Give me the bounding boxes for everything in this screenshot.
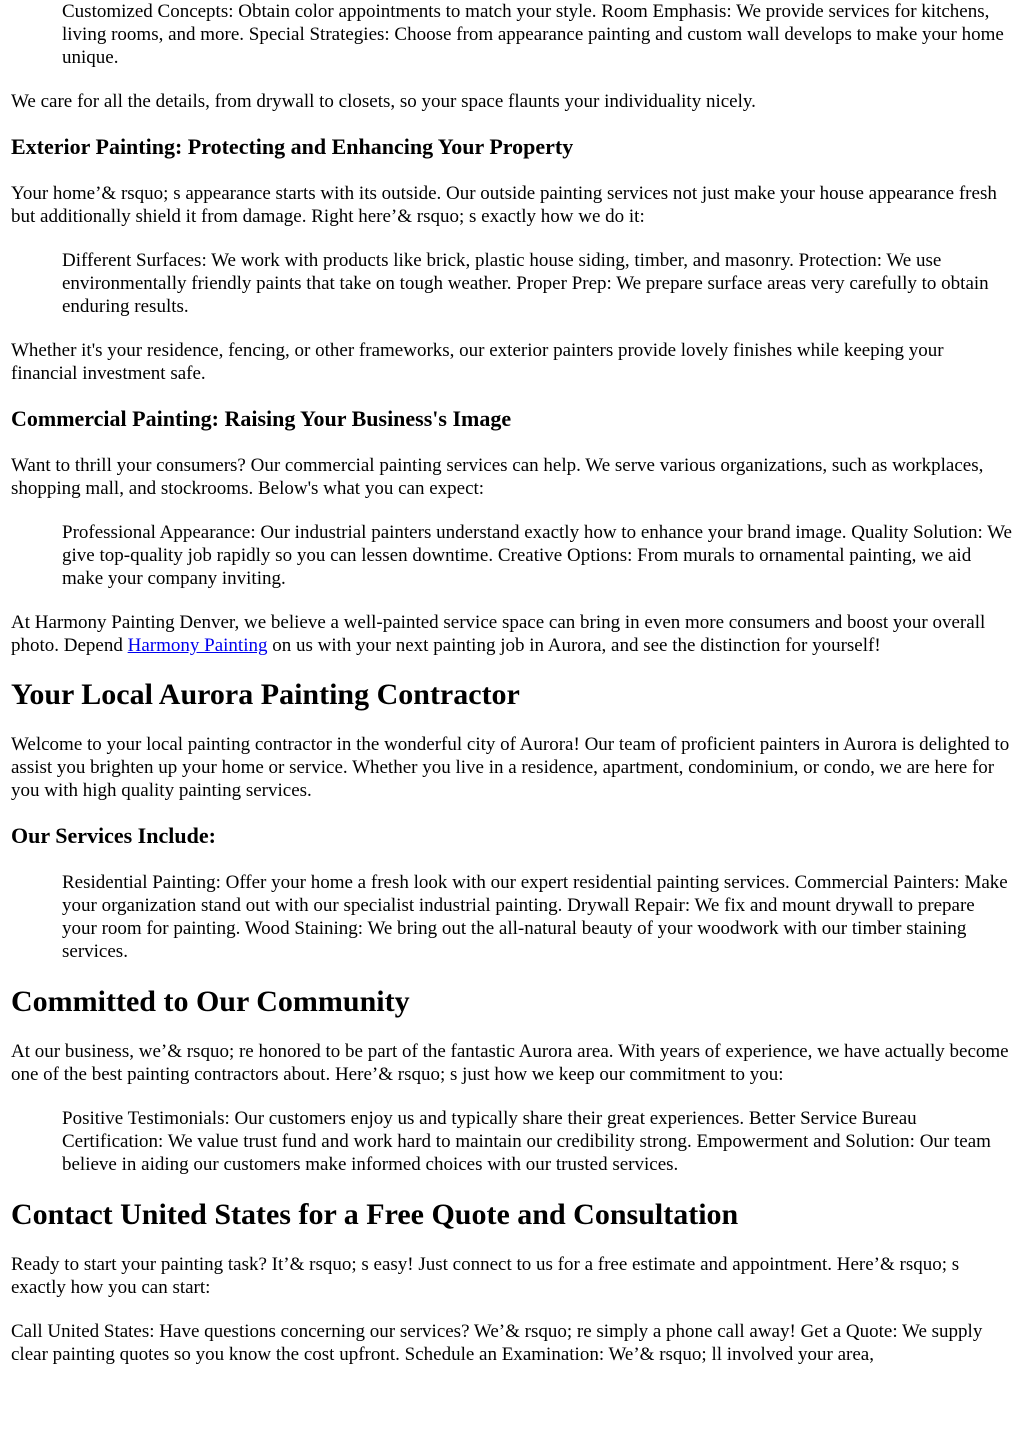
services-text: Residential Painting: Offer your home a fresh look with our expert residential painting services. Commercial Painters: Make your organization stand out with our specialist industrial painting. Drywall Repair: We fix and mount drywall to prepare your room for painting. Wood Staining: We bring out the all-natural beauty of your woodwork with our timber staining services. (62, 872, 1008, 962)
community-paragraph: At our business, we’& rsquo; re honored to be part of the fantastic Aurora area. With years of experience, we have actually become one of the best painting contractors about. Here’& rsquo; s just how we keep our commitment to you: (11, 1041, 1009, 1085)
testimonials-quote (62, 1107, 1013, 1176)
professional-quote (62, 521, 1013, 590)
harmony-text-before: At Harmony Painting Denver, we believe a well-painted service space can bring in even more consumers and boost your overall photo. Depend (11, 612, 986, 656)
residence-paragraph: Whether it's your residence, fencing, or other frameworks, our exterior painters provide lovely finishes while keeping your financial investment safe. (11, 340, 944, 384)
services-heading: Our Services Include: (11, 823, 216, 848)
local-contractor-heading: Your Local Aurora Painting Contractor (11, 678, 520, 711)
harmony-text-after: on us with your next painting job in Aurora, and see the distinction for yourself! (267, 635, 881, 656)
welcome-paragraph: Welcome to your local painting contractor in the wonderful city of Aurora! Our team of proficient painters in Aurora is delighted to assist you brighten up your home or service. Whether you live in a residence, apartment, condominium, or condo, we are here for you with high quality painting services. (11, 734, 1010, 801)
commercial-heading: Commercial Painting: Raising Your Business's Image (11, 406, 512, 431)
ready-paragraph: Ready to start your painting task? It’& rsquo; s easy! Just connect to us for a free estimate and appointment. Here’& rsquo; s exactly how you can start: (11, 1254, 960, 1298)
surfaces-text: Different Surfaces: We work with products like brick, plastic house siding, timber, and masonry. Protection: We use environmentally friendly paints that take on tough weather. Proper Prep: We prepare surface areas very carefully to obtain enduring results. (62, 250, 989, 317)
surfaces-quote (62, 249, 1013, 318)
services-quote (62, 871, 1013, 963)
call-paragraph: Call United States: Have questions concerning our services? We’& rsquo; re simply a phone call away! Get a Quote: We supply clear painting quotes so you know the cost upfront. Schedule an Examination: We’& rsquo; ll involved your area, (11, 1321, 983, 1365)
exterior-paragraph: Your home’& rsquo; s appearance starts with its outside. Our outside painting services not just make your house appearance fresh but additionally shield it from damage. Right here’& rsquo; s exactly how we do it: (11, 183, 997, 227)
harmony-paragraph (11, 611, 1013, 657)
testimonials-text: Positive Testimonials: Our customers enjoy us and typically share their great experiences. Better Service Bureau Certification: We value trust fund and work hard to maintain our credibility strong. Empowerment and Solution: Our team believe in aiding our customers make informed choices with our trusted services. (62, 1108, 991, 1175)
exterior-heading: Exterior Painting: Protecting and Enhancing Your Property (11, 134, 574, 159)
custom-concepts-text: Customized Concepts: Obtain color appointments to match your style. Room Emphasis: We provide services for kitchens, living rooms, and more. Special Strategies: Choose from appearance painting and custom wall develops to make your home unique. (62, 1, 1004, 68)
contact-heading: Contact United States for a Free Quote and Consultation (11, 1198, 739, 1231)
harmony-painting-link[interactable]: Harmony Painting (127, 635, 268, 656)
custom-concepts-quote (62, 0, 1013, 69)
community-heading: Committed to Our Community (11, 985, 410, 1018)
details-paragraph: We care for all the details, from drywall to closets, so your space flaunts your individuality nicely. (11, 91, 756, 112)
professional-text: Professional Appearance: Our industrial painters understand exactly how to enhance your brand image. Quality Solution: We give top-quality job rapidly so you can lessen downtime. Creative Options: From murals to ornamental painting, we aid make your company inviting. (62, 522, 1012, 589)
commercial-paragraph: Want to thrill your consumers? Our commercial painting services can help. We serve various organizations, such as workplaces, shopping mall, and stockrooms. Below's what you can expect: (11, 455, 984, 499)
